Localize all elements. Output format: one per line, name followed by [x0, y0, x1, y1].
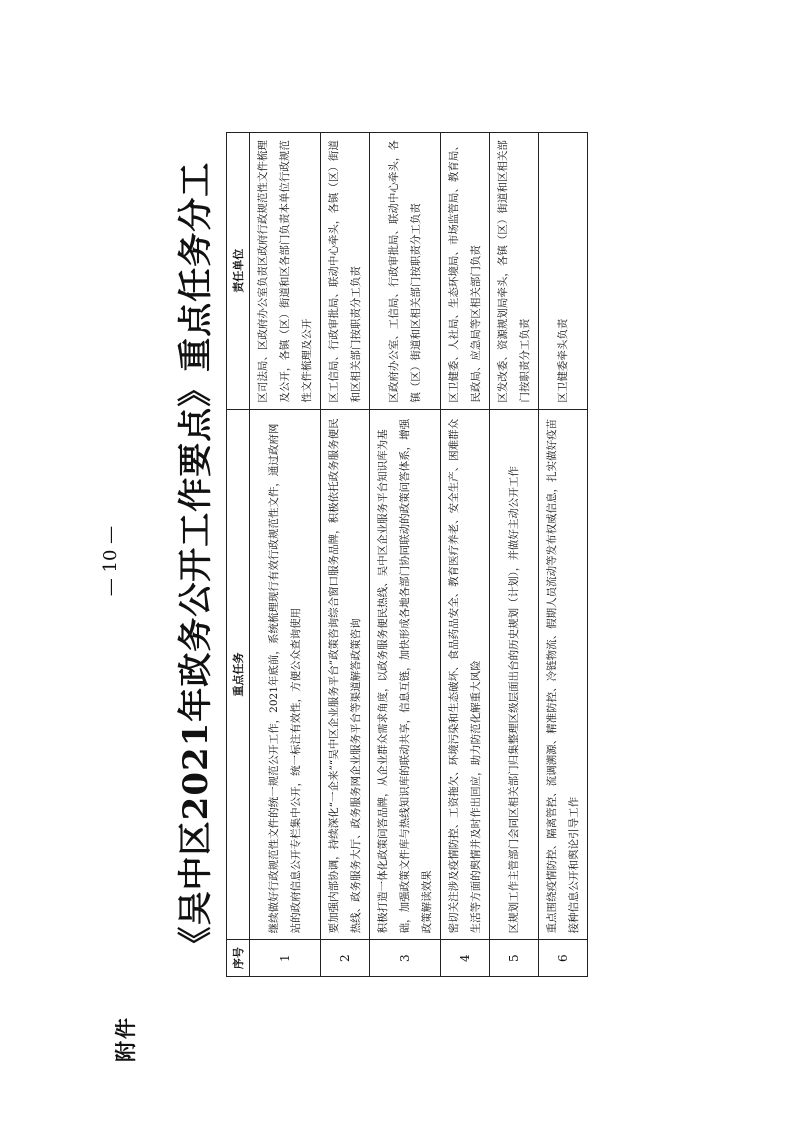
- row-units: 区工信局、行政审批局、联动中心牵头，各镇（区）街道和区相关部门按职责分工负责: [321, 133, 370, 410]
- row-units: 区政府办公室、工信局、行政审批局、联动中心牵头，各镇（区）街道和区相关部门按职责分工负责: [370, 133, 441, 410]
- row-task: 区规划工作主管部门会同区相关部门归集整理区级层面出台的历史规划（计划），并做好主动公开工作: [490, 409, 539, 940]
- attachment-label: 附件: [114, 1016, 138, 1062]
- row-units: 区卫健委牵头负责: [539, 133, 588, 410]
- row-index: 2: [321, 940, 370, 977]
- row-units: 区发改委、资源规划局牵头，各镇（区）街道和区相关部门按职责分工负责: [490, 133, 539, 410]
- row-index: 1: [250, 940, 321, 977]
- table-row: [321, 133, 370, 977]
- row-task: 重点围绕疫情防控、隔离管控、流调溯源、精准防控、冷链物流、假期人员流动等发布权威信息，扎实做好疫苗接种信息公开和舆论引导工作: [539, 409, 588, 940]
- row-units: 区卫健委、人社局、生态环境局、市场监管局、教育局、民政局、应急局等区相关部门负责: [441, 133, 490, 410]
- row-task: 密切关注涉及疫情防控、工资拖欠、环境污染和生态破坏、食品药品安全、教育医疗养老、安全生产、困难群众生活等方面的舆情并及时作出回应，助力防范化解重大风险: [441, 409, 490, 940]
- header-task: 重点任务: [227, 409, 250, 940]
- row-task: 继续做好行政规范性文件的统一规范公开工作，2021年底前，系统梳理现行有效行政规范性文件，通过政府网站的政府信息公开专栏集中公开，统一标注有效性，方便公众查询使用: [250, 409, 321, 940]
- table-row: [370, 133, 441, 977]
- document-title: 《吴中区2021年政务公开工作要点》重点任务分工: [176, 161, 216, 961]
- table-row: [441, 133, 490, 977]
- table-row: [250, 133, 321, 977]
- header-units: 责任单位: [227, 133, 250, 410]
- table-header-row: [227, 133, 250, 977]
- row-task: 要加强内部协调，持续深化“一企来”“吴中区企业服务平台”政策咨询综合窗口服务品牌，积极依托政务服务便民热线、政务服务大厅、政务服务网企业服务平台等渠道解答政策咨询: [321, 409, 370, 940]
- row-index: 4: [441, 940, 490, 977]
- row-index: 5: [490, 940, 539, 977]
- row-units: 区司法局、区政府办公室负责区政府行政规范性文件梳理及公开，各镇（区）街道和区各部门负责本单位行政规范性文件梳理及公开: [250, 133, 321, 410]
- table-row: [490, 133, 539, 977]
- header-index: 序号: [227, 940, 250, 977]
- row-index: 3: [370, 940, 441, 977]
- row-task: 积极打造一体化政策问答品牌，从企业群众需求角度，以政务服务便民热线、吴中区企业服务平台知识库为基础，加强政策文件库与热线知识库的联动共享，信息互链，加快形成各地各部门协同联动的政策问答体系，增强政策解读效果: [370, 409, 441, 940]
- page-number: — 10 —: [100, 525, 121, 597]
- task-table: [226, 132, 588, 977]
- row-index: 6: [539, 940, 588, 977]
- table-row: [539, 133, 588, 977]
